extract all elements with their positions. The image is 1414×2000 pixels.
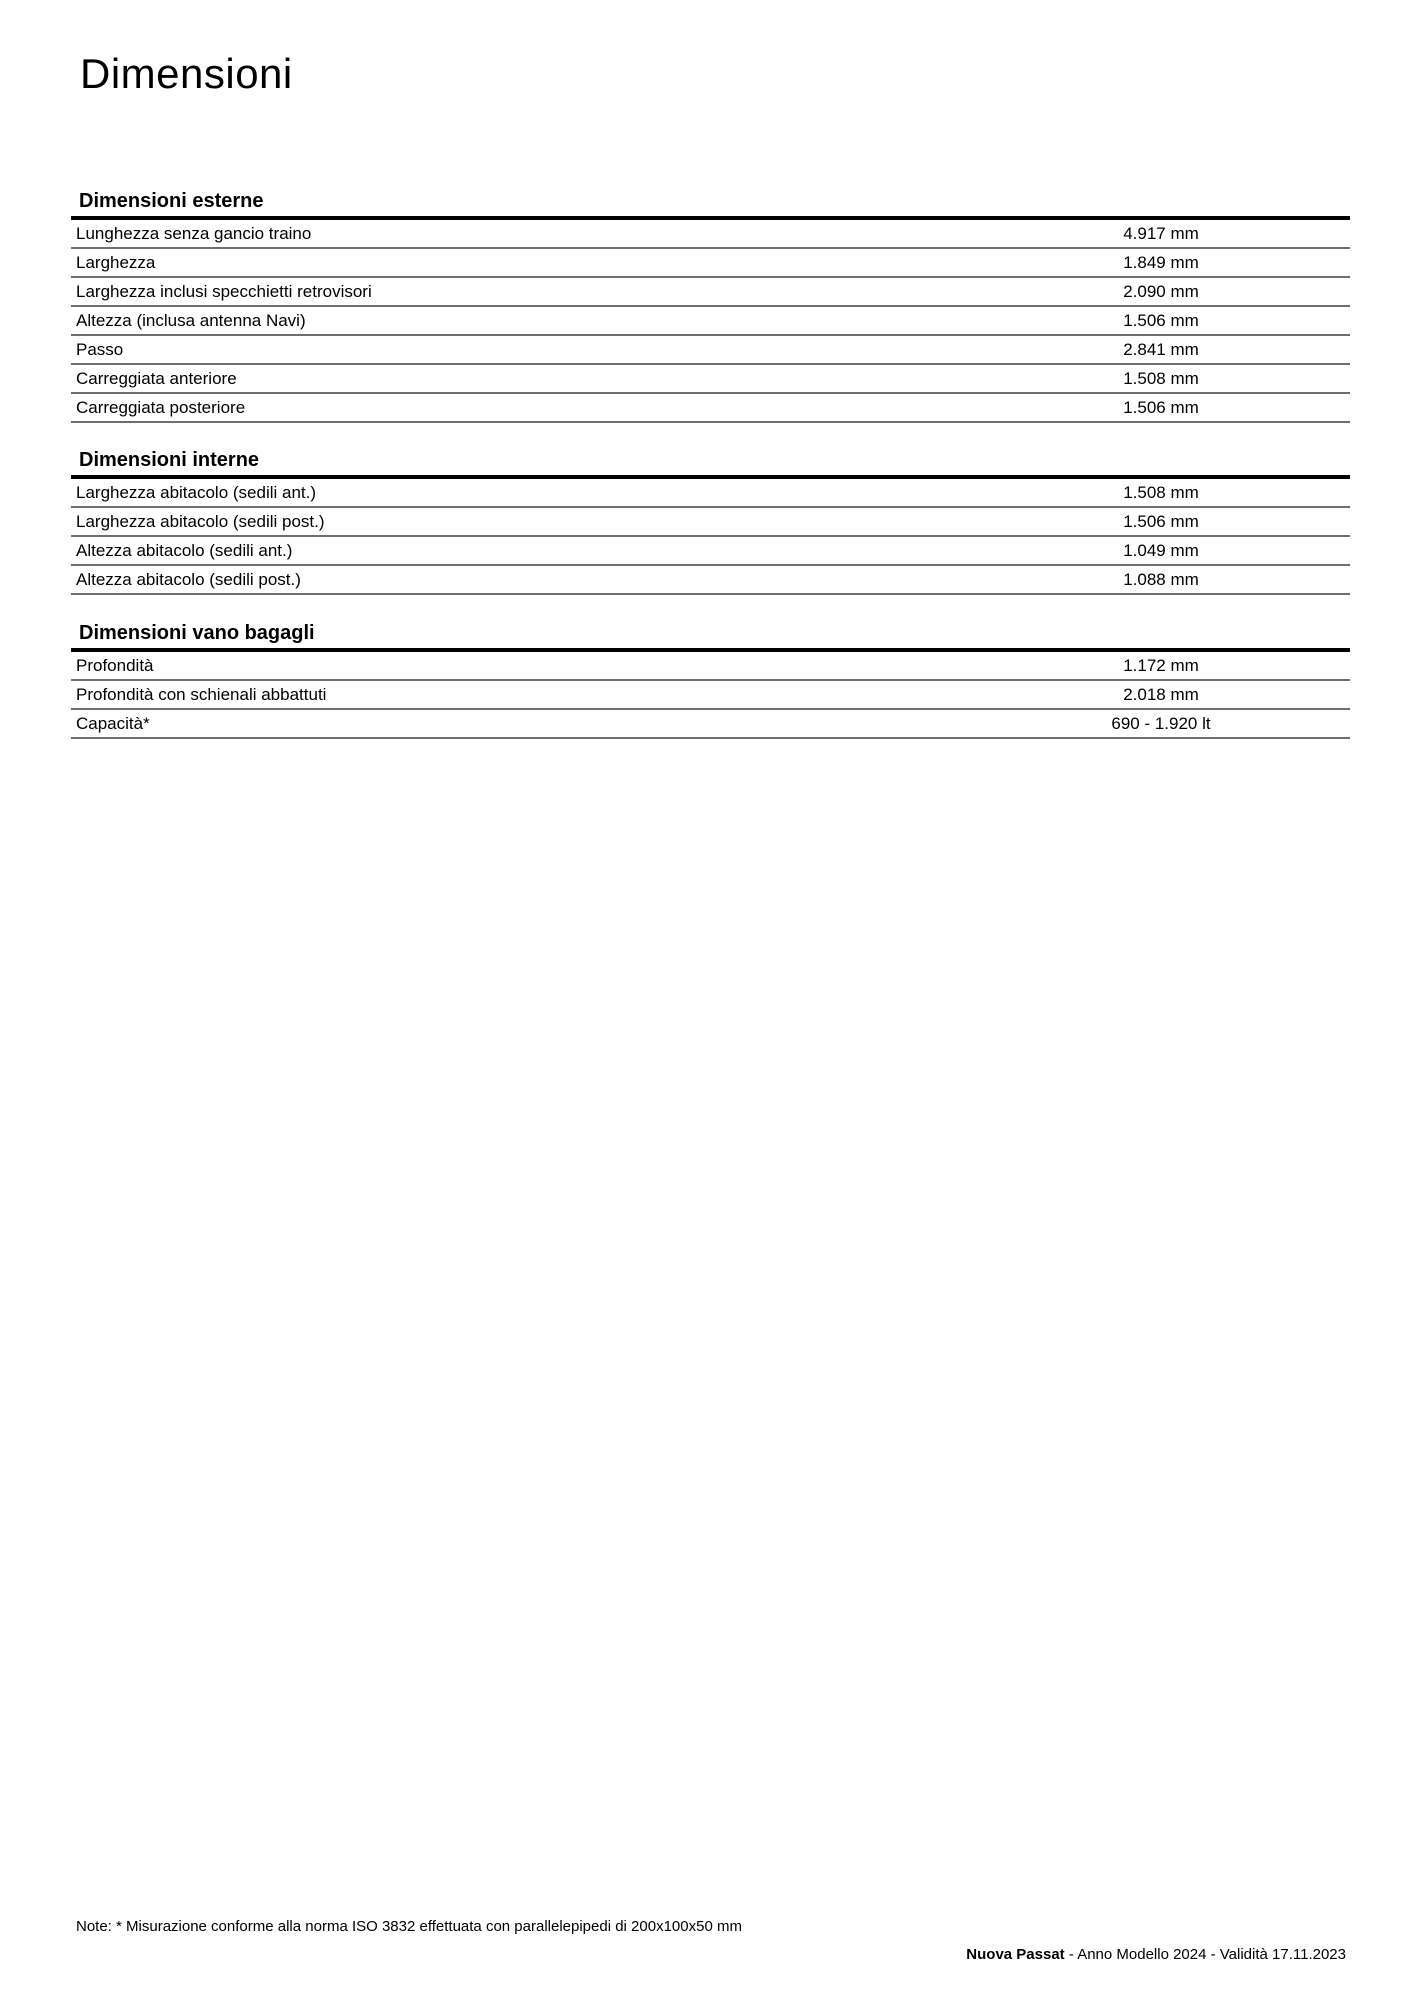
row-label: Carreggiata posteriore — [76, 398, 246, 417]
row-value: 690 - 1.920 lt — [1111, 714, 1211, 733]
table-row — [71, 537, 1350, 566]
table-row — [71, 479, 1350, 508]
row-label: Passo — [76, 340, 124, 359]
section-dimensioni-interne — [71, 445, 1350, 595]
table-row — [71, 278, 1350, 307]
row-value: 2.841 mm — [1123, 340, 1199, 359]
row-label: Profondità — [76, 656, 154, 675]
footnote: Note: * Misurazione conforme alla norma ISO 3832 effettuata con parallelepipedi di 200x100x50 mm — [76, 1918, 742, 1935]
footer-info: - Anno Modello 2024 - Validità 17.11.2023 — [1064, 1946, 1346, 1963]
table-row — [71, 249, 1350, 278]
row-label: Larghezza abitacolo (sedili ant.) — [76, 483, 317, 502]
table-row — [71, 681, 1350, 710]
row-label: Lunghezza senza gancio traino — [76, 224, 312, 243]
row-label: Altezza abitacolo (sedili post.) — [76, 570, 301, 589]
row-value: 1.508 mm — [1123, 483, 1199, 502]
row-value: 1.508 mm — [1123, 369, 1199, 388]
row-label: Profondità con schienali abbattuti — [76, 685, 327, 704]
row-value: 1.506 mm — [1123, 512, 1199, 531]
section-title: Dimensioni vano bagagli — [71, 618, 1350, 652]
row-label: Capacità* — [76, 714, 150, 733]
section-title: Dimensioni interne — [71, 445, 1350, 479]
row-label: Carreggiata anteriore — [76, 369, 237, 388]
table-row — [71, 508, 1350, 537]
page-footer — [966, 1946, 1346, 1963]
table-row — [71, 365, 1350, 394]
row-value: 1.506 mm — [1123, 311, 1199, 330]
footer-model: Nuova Passat — [966, 1946, 1065, 1963]
table-row — [71, 336, 1350, 365]
row-label: Larghezza abitacolo (sedili post.) — [76, 512, 325, 531]
row-value: 2.018 mm — [1123, 685, 1199, 704]
table-row — [71, 652, 1350, 681]
row-label: Larghezza inclusi specchietti retrovisori — [76, 282, 372, 301]
section-dimensioni-esterne — [71, 186, 1350, 423]
table-row — [71, 566, 1350, 595]
table-row — [71, 220, 1350, 249]
row-value: 2.090 mm — [1123, 282, 1199, 301]
row-label: Larghezza — [76, 253, 156, 272]
row-value: 1.849 mm — [1123, 253, 1199, 272]
section-dimensioni-vano-bagagli — [71, 618, 1350, 739]
row-value: 1.088 mm — [1123, 570, 1199, 589]
row-value: 1.506 mm — [1123, 398, 1199, 417]
table-row — [71, 710, 1350, 739]
table-row — [71, 394, 1350, 423]
row-value: 1.049 mm — [1123, 541, 1199, 560]
page-title: Dimensioni — [80, 50, 293, 97]
row-value: 4.917 mm — [1123, 224, 1199, 243]
row-label: Altezza abitacolo (sedili ant.) — [76, 541, 293, 560]
row-value: 1.172 mm — [1123, 656, 1199, 675]
row-label: Altezza (inclusa antenna Navi) — [76, 311, 306, 330]
section-title: Dimensioni esterne — [71, 186, 1350, 220]
table-row — [71, 307, 1350, 336]
